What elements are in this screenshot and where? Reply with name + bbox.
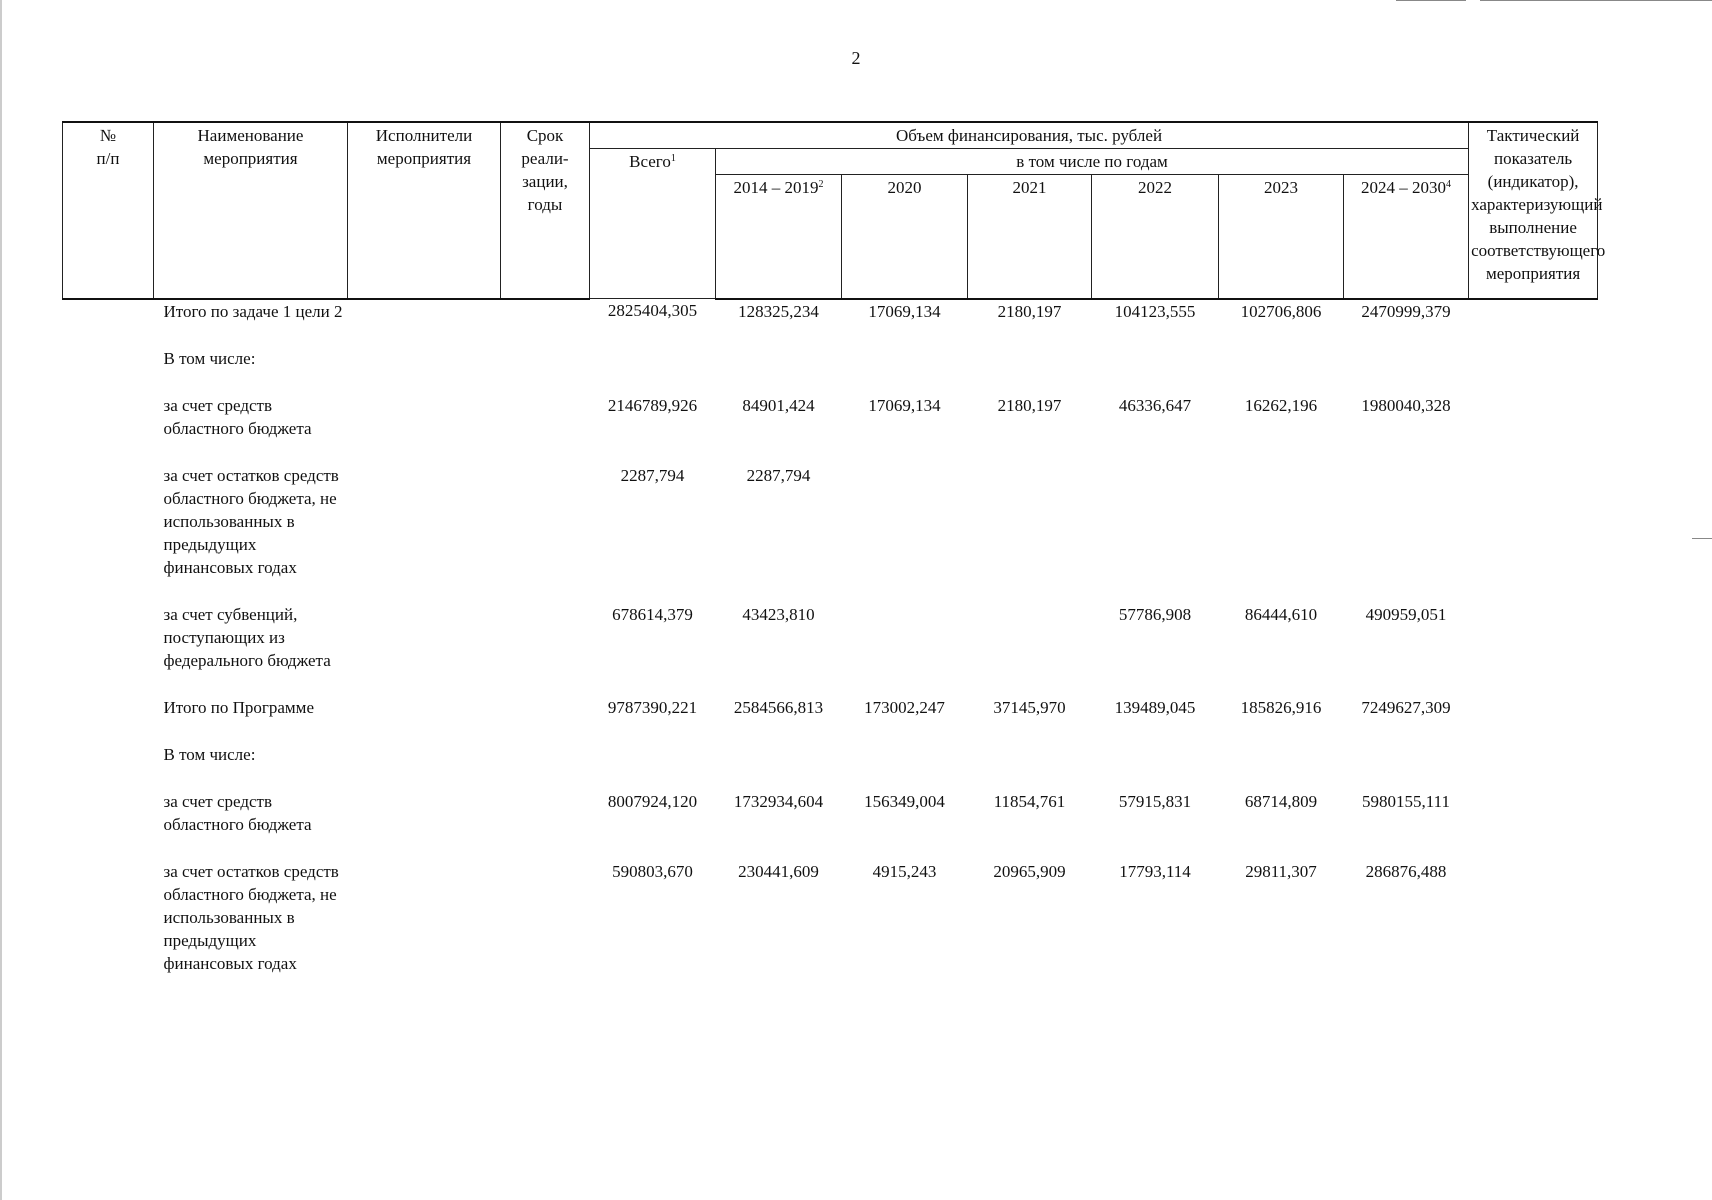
table-row: [63, 790, 1598, 860]
cell-y5: 29811,307: [1245, 861, 1317, 881]
cell-y2: 173002,247: [864, 697, 945, 717]
cell-y6: 5980155,111: [1362, 791, 1451, 811]
cell-y2: [842, 347, 968, 394]
table-row: [63, 464, 1598, 603]
table-row: [63, 696, 1598, 743]
scan-edge: [0, 0, 2, 1200]
cell-total: 8007924,120: [607, 791, 698, 811]
cell-num: [63, 743, 154, 790]
cell-name: за счет средств областного бюджета: [163, 791, 312, 834]
top-rule: [1396, 0, 1466, 1]
financing-table: [62, 121, 1606, 999]
cell-indicator: [1469, 603, 1598, 696]
cell-y4: 57786,908: [1118, 604, 1192, 624]
cell-y3: 11854,761: [993, 791, 1066, 811]
header-num: № п/п: [63, 122, 154, 299]
cell-executors: [348, 347, 501, 394]
cell-y4: 139489,045: [1114, 697, 1196, 717]
cell-y6: 490959,051: [1365, 604, 1447, 624]
cell-y1: 128325,234: [738, 301, 819, 321]
cell-num: [63, 603, 154, 696]
cell-y5: 102706,806: [1240, 301, 1322, 321]
cell-y5: [1219, 464, 1344, 603]
cell-name: Итого по задаче 1 цели 2: [163, 301, 343, 321]
header-year: 2022: [1092, 175, 1219, 299]
page-number: 2: [851, 48, 861, 68]
cell-y5: 16262,196: [1244, 395, 1318, 415]
cell-term: [501, 790, 590, 860]
cell-y3: [968, 603, 1092, 696]
cell-num: [63, 790, 154, 860]
cell-executors: [348, 860, 501, 999]
cell-executors: [348, 743, 501, 790]
cell-term: [501, 603, 590, 696]
table-row: [63, 603, 1598, 696]
cell-y3: 2180,197: [997, 395, 1062, 415]
cell-executors: [348, 696, 501, 743]
cell-y2: 4915,243: [872, 861, 937, 881]
cell-y2: [842, 464, 968, 603]
cell-y1: 1732934,604: [733, 791, 824, 811]
cell-y3: 2180,197: [997, 301, 1062, 321]
cell-num: [63, 394, 154, 464]
cell-y1: 2287,794: [746, 465, 811, 485]
cell-y3: 37145,970: [993, 697, 1066, 717]
table-row: [63, 347, 1598, 394]
header-term: Срок реали- зации, годы: [501, 122, 590, 299]
cell-executors: [348, 394, 501, 464]
header-name: Наименование мероприятия: [154, 122, 348, 299]
cell-y3: [968, 464, 1092, 603]
cell-y1: 2584566,813: [733, 697, 824, 717]
cell-y2: [842, 603, 968, 696]
header-by-years: в том числе по годам: [716, 149, 1469, 175]
cell-term: [501, 299, 590, 347]
cell-y5: 185826,916: [1240, 697, 1322, 717]
cell-y6: 286876,488: [1365, 861, 1447, 881]
cell-y2: 17069,134: [868, 301, 941, 321]
cell-total: 9787390,221: [607, 697, 698, 717]
cell-y4: 17793,114: [1119, 861, 1191, 881]
table-header: [63, 122, 1606, 299]
cell-executors: [348, 603, 501, 696]
cell-name: за счет остатков средств областного бюджета, не использованных в предыдущих финансовых годах: [163, 465, 339, 577]
cell-indicator: [1469, 464, 1598, 603]
cell-y6: 1980040,328: [1361, 395, 1451, 415]
cell-y1: [716, 743, 842, 790]
table-row: [63, 860, 1598, 999]
cell-y3: 20965,909: [993, 861, 1066, 881]
cell-num: [63, 860, 154, 999]
cell-indicator: [1469, 790, 1598, 860]
cell-y6: [1344, 743, 1469, 790]
header-executors: Исполнители мероприятия: [348, 122, 501, 299]
table-row: [63, 394, 1598, 464]
cell-y4: [1092, 743, 1219, 790]
cell-indicator: [1469, 347, 1598, 394]
cell-num: [63, 464, 154, 603]
cell-y3: [968, 743, 1092, 790]
cell-name: В том числе:: [163, 348, 256, 368]
cell-y2: 156349,004: [864, 791, 945, 811]
cell-total: 678614,379: [612, 604, 693, 624]
cell-indicator: [1469, 860, 1598, 999]
cell-y1: [716, 347, 842, 394]
cell-y2: [842, 743, 968, 790]
cell-term: [501, 696, 590, 743]
cell-indicator: [1469, 743, 1598, 790]
header-year: 2014 – 2019$^2$: [716, 175, 842, 299]
cell-y6: [1344, 464, 1469, 603]
header-year: 2024 – 2030$^4$: [1344, 175, 1469, 299]
cell-executors: [348, 464, 501, 603]
cell-total: 590803,670: [612, 861, 693, 881]
cell-y4: 57915,831: [1118, 791, 1192, 811]
header-year: 2021: [968, 175, 1092, 299]
cell-indicator: [1469, 394, 1598, 464]
cell-y1: 43423,810: [742, 604, 815, 624]
cell-term: [501, 464, 590, 603]
cell-y5: 68714,809: [1244, 791, 1318, 811]
cell-y5: [1219, 743, 1344, 790]
cell-name: Итого по Программе: [163, 697, 314, 717]
header-year: 2020: [842, 175, 968, 299]
cell-y6: 2470999,379: [1361, 301, 1451, 321]
cell-executors: [348, 299, 501, 347]
cell-y4: [1092, 347, 1219, 394]
cell-total: 2825404,305: [607, 301, 698, 320]
cell-indicator: [1469, 299, 1598, 347]
header-volume: Объем финансирования, тыс. рублей: [590, 122, 1469, 149]
cell-y4: 46336,647: [1118, 395, 1192, 415]
cell-y4: 104123,555: [1114, 301, 1196, 321]
header-total: Всего$^1$: [590, 149, 716, 299]
table-row: [63, 299, 1598, 347]
cell-name: В том числе:: [163, 744, 256, 764]
cell-total: [590, 743, 716, 790]
cell-num: [63, 696, 154, 743]
cell-total: [590, 347, 716, 394]
cell-y5: 86444,610: [1244, 604, 1318, 624]
cell-y6: [1344, 347, 1469, 394]
cell-executors: [348, 790, 501, 860]
table-body: [63, 299, 1598, 999]
cell-y6: 7249627,309: [1361, 697, 1451, 717]
cell-y4: [1092, 464, 1219, 603]
cell-y2: 17069,134: [868, 395, 941, 415]
cell-indicator: [1469, 696, 1598, 743]
cell-y5: [1219, 347, 1344, 394]
cell-term: [501, 743, 590, 790]
cell-name: за счет субвенций, поступающих из федерального бюджета: [163, 604, 331, 670]
cell-num: [63, 299, 154, 347]
cell-term: [501, 860, 590, 999]
header-indicator: Тактический показатель (индикатор), характеризующий выполнение соответствующего мероприятия: [1469, 122, 1598, 299]
cell-y1: 230441,609: [738, 861, 819, 881]
header-year: 2023: [1219, 175, 1344, 299]
margin-mark: [1692, 538, 1712, 539]
cell-total: 2287,794: [620, 465, 685, 485]
cell-term: [501, 394, 590, 464]
cell-term: [501, 347, 590, 394]
cell-total: 2146789,926: [607, 395, 698, 415]
cell-name: за счет остатков средств областного бюджета, не использованных в предыдущих финансовых годах: [163, 861, 339, 973]
cell-y3: [968, 347, 1092, 394]
table-row: [63, 743, 1598, 790]
top-rule: [1480, 0, 1712, 1]
cell-num: [63, 347, 154, 394]
cell-y1: 84901,424: [742, 395, 815, 415]
cell-name: за счет средств областного бюджета: [163, 395, 312, 438]
